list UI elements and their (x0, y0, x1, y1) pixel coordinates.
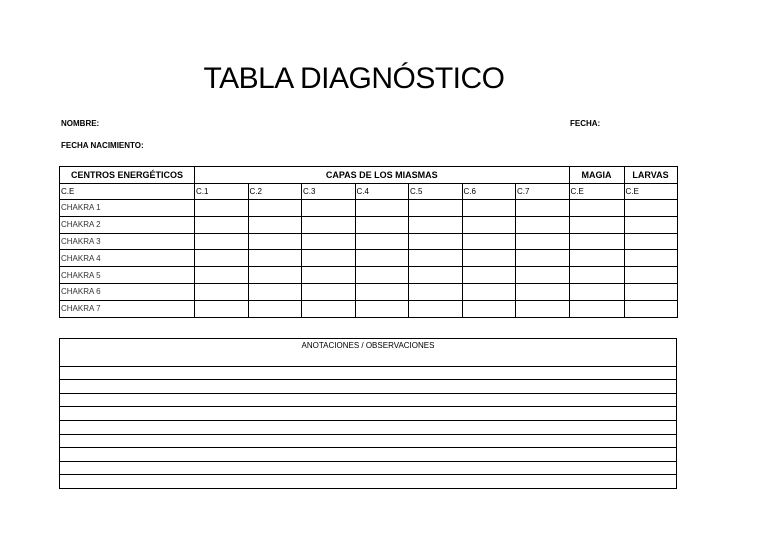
table-row (60, 200, 678, 217)
table-cell[interactable] (462, 250, 516, 267)
diagnostic-table-body (60, 200, 678, 318)
table-cell[interactable] (462, 233, 516, 250)
notes-line (60, 380, 677, 394)
table-cell[interactable] (516, 216, 570, 233)
subheader-cell: C.E (60, 184, 195, 200)
table-cell[interactable] (195, 283, 249, 300)
table-cell[interactable] (516, 250, 570, 267)
table-cell[interactable] (195, 216, 249, 233)
table-cell[interactable] (355, 216, 409, 233)
table-cell[interactable] (516, 300, 570, 317)
row-label: CHAKRA 2 (60, 216, 195, 233)
table-cell[interactable] (624, 267, 677, 284)
table-cell[interactable] (409, 267, 463, 284)
notes-line (60, 420, 677, 434)
table-cell[interactable] (302, 283, 356, 300)
table-cell[interactable] (248, 300, 302, 317)
table-cell[interactable] (516, 200, 570, 217)
row-label: CHAKRA 7 (60, 300, 195, 317)
table-cell[interactable] (248, 250, 302, 267)
table-cell[interactable] (624, 216, 677, 233)
table-row (60, 300, 678, 317)
table-cell[interactable] (516, 267, 570, 284)
table-cell[interactable] (302, 216, 356, 233)
table-cell[interactable] (409, 300, 463, 317)
table-cell[interactable] (195, 250, 249, 267)
notes-line (60, 407, 677, 421)
header-centros-energeticos: CENTROS ENERGÉTICOS (60, 167, 195, 184)
table-cell[interactable] (569, 267, 624, 284)
row-label: CHAKRA 1 (60, 200, 195, 217)
table-cell[interactable] (624, 283, 677, 300)
notes-line (60, 393, 677, 407)
notes-table (59, 338, 677, 489)
notes-line (60, 353, 677, 367)
table-cell[interactable] (569, 283, 624, 300)
table-row (60, 216, 678, 233)
notes-line-cell[interactable] (60, 407, 677, 421)
notes-line-cell[interactable] (60, 353, 677, 367)
table-row (60, 267, 678, 284)
notes-header: ANOTACIONES / OBSERVACIONES (301, 341, 435, 351)
row-label: CHAKRA 5 (60, 267, 195, 284)
table-cell[interactable] (462, 283, 516, 300)
table-cell[interactable] (302, 300, 356, 317)
table-cell[interactable] (569, 233, 624, 250)
notes-line (60, 448, 677, 462)
notes-line-cell[interactable] (60, 380, 677, 394)
notes-line-cell[interactable] (60, 393, 677, 407)
table-cell[interactable] (248, 283, 302, 300)
notes-line (60, 461, 677, 475)
notes-line (60, 366, 677, 380)
row-label: CHAKRA 4 (60, 250, 195, 267)
table-cell[interactable] (462, 267, 516, 284)
fecha-label: FECHA: (570, 119, 601, 128)
table-cell[interactable] (195, 300, 249, 317)
table-cell[interactable] (569, 250, 624, 267)
table-cell[interactable] (248, 267, 302, 284)
table-cell[interactable] (195, 233, 249, 250)
table-cell[interactable] (462, 300, 516, 317)
table-cell[interactable] (355, 267, 409, 284)
table-row (60, 283, 678, 300)
table-cell[interactable] (302, 250, 356, 267)
header-magia: MAGIA (569, 167, 624, 184)
table-cell[interactable] (462, 216, 516, 233)
notes-lines (60, 353, 677, 489)
table-cell[interactable] (195, 200, 249, 217)
table-cell[interactable] (569, 216, 624, 233)
subheader-cell: C.4 (355, 184, 409, 200)
table-row (60, 233, 678, 250)
subheader-cell: C.6 (462, 184, 516, 200)
header-group-row (60, 167, 678, 184)
table-cell[interactable] (302, 267, 356, 284)
table-cell[interactable] (195, 267, 249, 284)
notes-line-cell[interactable] (60, 434, 677, 448)
table-cell[interactable] (569, 200, 624, 217)
table-cell[interactable] (302, 233, 356, 250)
table-cell[interactable] (409, 250, 463, 267)
table-row (60, 250, 678, 267)
table-cell[interactable] (355, 300, 409, 317)
notes-line (60, 475, 677, 489)
notes-line-cell[interactable] (60, 461, 677, 475)
table-cell[interactable] (516, 283, 570, 300)
page-title: TABLA DIAGNÓSTICO (203, 62, 505, 95)
notes-line-cell[interactable] (60, 475, 677, 489)
subheader-row (60, 184, 678, 200)
table-cell[interactable] (409, 200, 463, 217)
fecha-nacimiento-label: FECHA NACIMIENTO: (61, 141, 144, 150)
table-cell[interactable] (409, 283, 463, 300)
subheader-cell: C.2 (248, 184, 302, 200)
table-cell[interactable] (355, 250, 409, 267)
table-cell[interactable] (355, 283, 409, 300)
table-cell[interactable] (624, 300, 677, 317)
table-cell[interactable] (248, 233, 302, 250)
table-cell[interactable] (569, 300, 624, 317)
table-cell[interactable] (409, 216, 463, 233)
subheader-cell: C.E (624, 184, 677, 200)
diagnostic-table (59, 166, 678, 318)
header-larvas: LARVAS (624, 167, 677, 184)
header-capas-miasmas: CAPAS DE LOS MIASMAS (195, 167, 570, 184)
notes-line-cell[interactable] (60, 448, 677, 462)
table-cell[interactable] (462, 200, 516, 217)
table-cell[interactable] (624, 250, 677, 267)
row-label: CHAKRA 3 (60, 233, 195, 250)
table-cell[interactable] (516, 233, 570, 250)
subheader-cell: C.7 (516, 184, 570, 200)
table-cell[interactable] (624, 233, 677, 250)
table-cell[interactable] (248, 200, 302, 217)
table-cell[interactable] (409, 233, 463, 250)
subheader-cell: C.1 (195, 184, 249, 200)
notes-line (60, 434, 677, 448)
notes-line-cell[interactable] (60, 420, 677, 434)
table-cell[interactable] (624, 200, 677, 217)
row-label: CHAKRA 6 (60, 283, 195, 300)
table-cell[interactable] (355, 200, 409, 217)
nombre-label: NOMBRE: (61, 119, 100, 128)
subheader-cell: C.5 (409, 184, 463, 200)
subheader-cell: C.3 (302, 184, 356, 200)
table-cell[interactable] (248, 216, 302, 233)
notes-line-cell[interactable] (60, 366, 677, 380)
table-cell[interactable] (302, 200, 356, 217)
subheader-cell: C.E (569, 184, 624, 200)
table-cell[interactable] (355, 233, 409, 250)
